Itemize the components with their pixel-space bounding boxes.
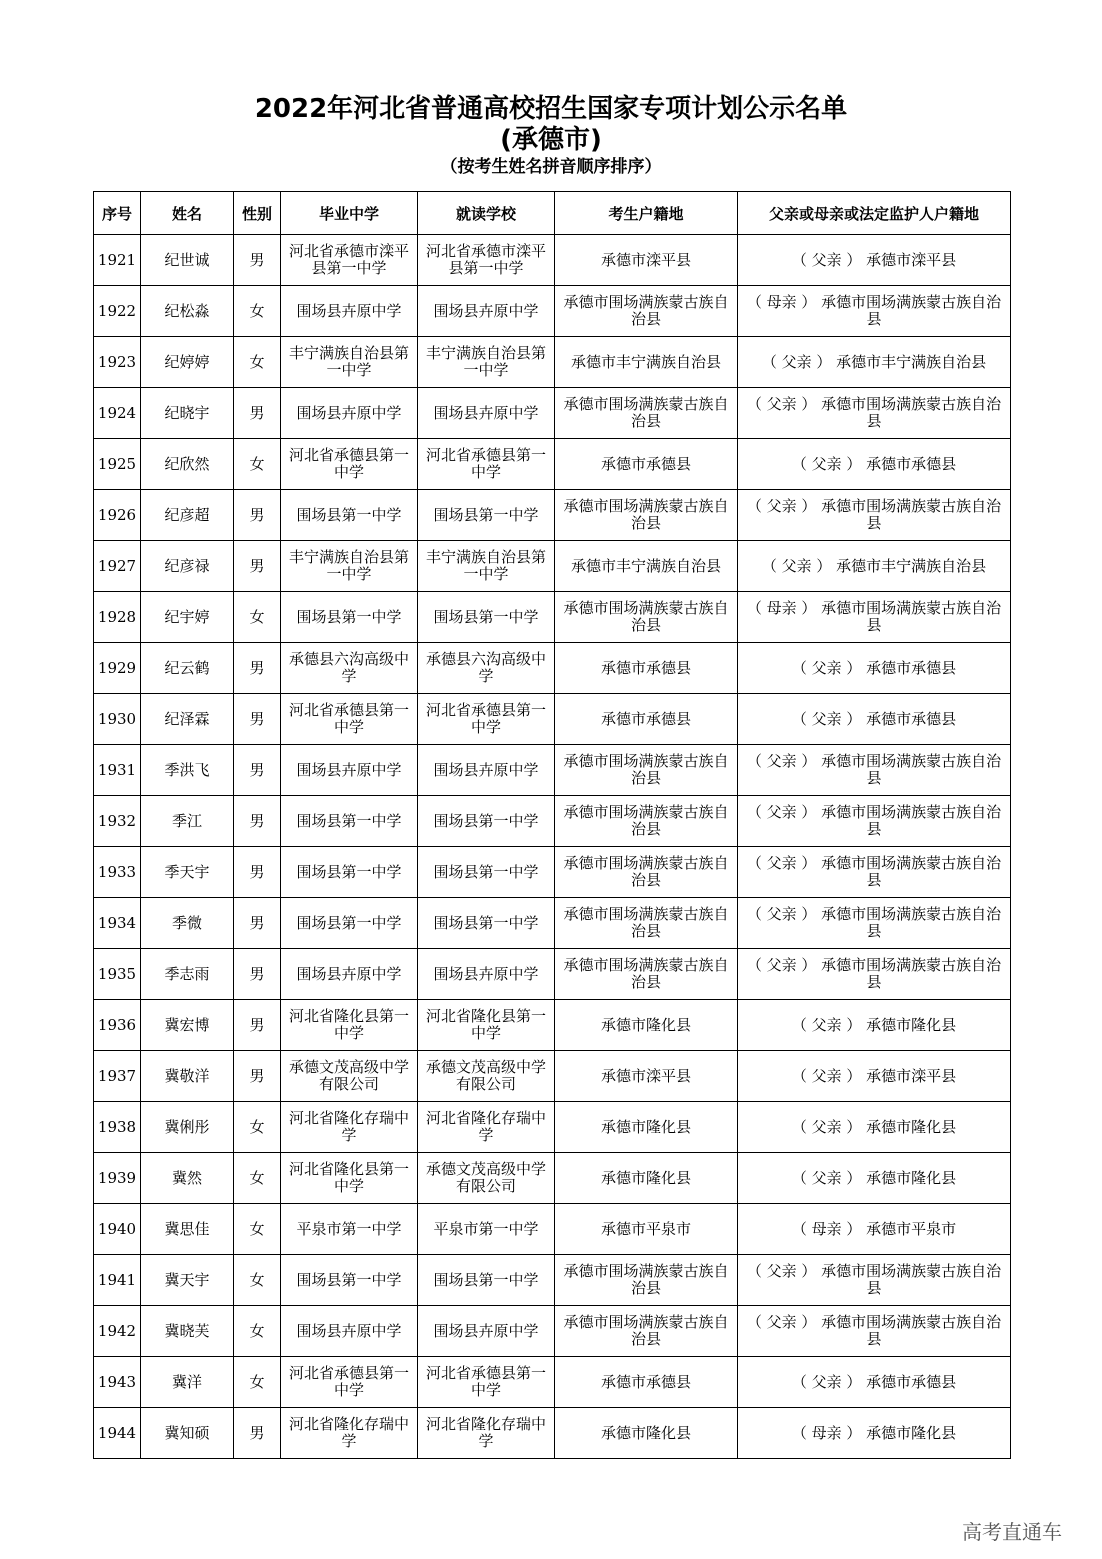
cell-student-hukou: 承德市围场满族蒙古族自治县 [555,1255,738,1306]
cell-student-hukou: 承德市承德县 [555,643,738,694]
cell-graduation-school: 围场县第一中学 [281,490,418,541]
cell-name: 季微 [141,898,234,949]
table-row [94,643,1011,694]
cell-current-school: 围场县第一中学 [418,847,555,898]
cell-name: 纪松淼 [141,286,234,337]
table-row [94,949,1011,1000]
cell-no: 1934 [94,898,141,949]
cell-parent-hukou: （ 父亲 ） 承德市围场满族蒙古族自治县 [738,796,1011,847]
cell-parent-hukou: （ 父亲 ） 承德市承德县 [738,1357,1011,1408]
cell-no: 1931 [94,745,141,796]
table-row [94,1204,1011,1255]
cell-current-school: 河北省隆化存瑞中学 [418,1102,555,1153]
cell-name: 纪世诚 [141,235,234,286]
cell-name: 冀然 [141,1153,234,1204]
header-no: 序号 [94,192,141,235]
cell-name: 季江 [141,796,234,847]
cell-student-hukou: 承德市丰宁满族自治县 [555,337,738,388]
header-student-hukou: 考生户籍地 [555,192,738,235]
table-row [94,1408,1011,1459]
cell-name: 冀天宇 [141,1255,234,1306]
cell-current-school: 围场县卉原中学 [418,1306,555,1357]
page-title: 2022年河北省普通高校招生国家专项计划公示名单 [254,94,848,124]
cell-graduation-school: 围场县卉原中学 [281,286,418,337]
cell-parent-hukou: （ 父亲 ） 承德市围场满族蒙古族自治县 [738,388,1011,439]
cell-graduation-school: 围场县卉原中学 [281,388,418,439]
cell-parent-hukou: （ 父亲 ） 承德市隆化县 [738,1000,1011,1051]
cell-current-school: 河北省承德县第一中学 [418,439,555,490]
cell-name: 冀知硕 [141,1408,234,1459]
page-subtitle: (承德市) [500,125,602,155]
cell-current-school: 河北省承德县第一中学 [418,694,555,745]
cell-parent-hukou: （ 父亲 ） 承德市承德县 [738,694,1011,745]
cell-gender: 女 [234,1357,281,1408]
cell-graduation-school: 河北省隆化存瑞中学 [281,1102,418,1153]
cell-current-school: 丰宁满族自治县第一中学 [418,541,555,592]
cell-name: 纪泽霖 [141,694,234,745]
cell-parent-hukou: （ 父亲 ） 承德市滦平县 [738,235,1011,286]
cell-student-hukou: 承德市滦平县 [555,235,738,286]
table-row [94,1153,1011,1204]
cell-student-hukou: 承德市承德县 [555,694,738,745]
table-row [94,847,1011,898]
header-current-school: 就读学校 [418,192,555,235]
cell-gender: 女 [234,1255,281,1306]
cell-current-school: 围场县第一中学 [418,1255,555,1306]
cell-no: 1929 [94,643,141,694]
cell-gender: 男 [234,1051,281,1102]
cell-no: 1938 [94,1102,141,1153]
cell-gender: 女 [234,1204,281,1255]
cell-gender: 女 [234,1102,281,1153]
cell-parent-hukou: （ 父亲 ） 承德市围场满族蒙古族自治县 [738,1306,1011,1357]
cell-parent-hukou: （ 父亲 ） 承德市隆化县 [738,1153,1011,1204]
cell-graduation-school: 河北省隆化县第一中学 [281,1153,418,1204]
table-row [94,1000,1011,1051]
cell-name: 纪欣然 [141,439,234,490]
cell-graduation-school: 围场县第一中学 [281,592,418,643]
cell-graduation-school: 围场县第一中学 [281,847,418,898]
cell-gender: 女 [234,337,281,388]
cell-student-hukou: 承德市围场满族蒙古族自治县 [555,745,738,796]
cell-student-hukou: 承德市围场满族蒙古族自治县 [555,592,738,643]
cell-graduation-school: 围场县第一中学 [281,898,418,949]
cell-no: 1933 [94,847,141,898]
cell-name: 季洪飞 [141,745,234,796]
cell-gender: 男 [234,847,281,898]
cell-graduation-school: 河北省承德县第一中学 [281,694,418,745]
cell-parent-hukou: （ 父亲 ） 承德市围场满族蒙古族自治县 [738,490,1011,541]
cell-name: 季志雨 [141,949,234,1000]
cell-gender: 男 [234,898,281,949]
cell-name: 冀晓芙 [141,1306,234,1357]
cell-parent-hukou: （ 父亲 ） 承德市丰宁满族自治县 [738,541,1011,592]
header-graduation-school: 毕业中学 [281,192,418,235]
cell-current-school: 丰宁满族自治县第一中学 [418,337,555,388]
cell-no: 1940 [94,1204,141,1255]
cell-gender: 男 [234,643,281,694]
cell-no: 1943 [94,1357,141,1408]
cell-current-school: 围场县卉原中学 [418,949,555,1000]
cell-current-school: 围场县第一中学 [418,592,555,643]
cell-graduation-school: 围场县卉原中学 [281,1306,418,1357]
cell-student-hukou: 承德市围场满族蒙古族自治县 [555,796,738,847]
cell-name: 冀敬洋 [141,1051,234,1102]
cell-student-hukou: 承德市隆化县 [555,1102,738,1153]
cell-student-hukou: 承德市承德县 [555,1357,738,1408]
cell-current-school: 河北省隆化存瑞中学 [418,1408,555,1459]
table-row [94,388,1011,439]
cell-student-hukou: 承德市围场满族蒙古族自治县 [555,847,738,898]
cell-gender: 男 [234,388,281,439]
table-row [94,898,1011,949]
cell-parent-hukou: （ 母亲 ） 承德市隆化县 [738,1408,1011,1459]
cell-gender: 男 [234,1000,281,1051]
cell-current-school: 围场县第一中学 [418,796,555,847]
cell-gender: 女 [234,1153,281,1204]
table-row [94,490,1011,541]
cell-current-school: 承德文茂高级中学有限公司 [418,1051,555,1102]
cell-graduation-school: 河北省承德县第一中学 [281,439,418,490]
table-row [94,1102,1011,1153]
header-gender: 性别 [234,192,281,235]
cell-gender: 男 [234,1408,281,1459]
cell-gender: 男 [234,745,281,796]
cell-gender: 男 [234,235,281,286]
cell-current-school: 围场县第一中学 [418,898,555,949]
cell-student-hukou: 承德市隆化县 [555,1153,738,1204]
cell-gender: 女 [234,286,281,337]
cell-name: 纪彦禄 [141,541,234,592]
cell-gender: 男 [234,949,281,1000]
table-row [94,1306,1011,1357]
cell-graduation-school: 围场县卉原中学 [281,745,418,796]
cell-parent-hukou: （ 父亲 ） 承德市承德县 [738,439,1011,490]
table-row [94,235,1011,286]
cell-parent-hukou: （ 父亲 ） 承德市承德县 [738,643,1011,694]
cell-student-hukou: 承德市丰宁满族自治县 [555,541,738,592]
cell-graduation-school: 河北省隆化存瑞中学 [281,1408,418,1459]
cell-graduation-school: 承德县六沟高级中学 [281,643,418,694]
cell-name: 纪晓宇 [141,388,234,439]
sort-note: （按考生姓名拼音顺序排序） [440,157,662,177]
cell-no: 1942 [94,1306,141,1357]
cell-student-hukou: 承德市围场满族蒙古族自治县 [555,1306,738,1357]
cell-gender: 女 [234,439,281,490]
cell-student-hukou: 承德市承德县 [555,439,738,490]
cell-student-hukou: 承德市平泉市 [555,1204,738,1255]
cell-gender: 男 [234,796,281,847]
cell-graduation-school: 围场县卉原中学 [281,949,418,1000]
cell-no: 1939 [94,1153,141,1204]
cell-parent-hukou: （ 父亲 ） 承德市围场满族蒙古族自治县 [738,898,1011,949]
cell-no: 1925 [94,439,141,490]
cell-student-hukou: 承德市滦平县 [555,1051,738,1102]
cell-student-hukou: 承德市隆化县 [555,1408,738,1459]
table-row [94,745,1011,796]
cell-no: 1926 [94,490,141,541]
cell-current-school: 承德文茂高级中学有限公司 [418,1153,555,1204]
cell-parent-hukou: （ 父亲 ） 承德市围场满族蒙古族自治县 [738,949,1011,1000]
cell-parent-hukou: （ 母亲 ） 承德市平泉市 [738,1204,1011,1255]
cell-graduation-school: 丰宁满族自治县第一中学 [281,337,418,388]
cell-graduation-school: 平泉市第一中学 [281,1204,418,1255]
table-header-row [94,192,1011,235]
table-row [94,1357,1011,1408]
cell-current-school: 河北省承德县第一中学 [418,1357,555,1408]
cell-no: 1944 [94,1408,141,1459]
cell-name: 冀思佳 [141,1204,234,1255]
cell-no: 1937 [94,1051,141,1102]
table-row [94,541,1011,592]
cell-gender: 女 [234,592,281,643]
cell-no: 1921 [94,235,141,286]
cell-parent-hukou: （ 父亲 ） 承德市隆化县 [738,1102,1011,1153]
table-row [94,337,1011,388]
cell-graduation-school: 河北省承德市滦平县第一中学 [281,235,418,286]
cell-name: 纪彦超 [141,490,234,541]
cell-no: 1941 [94,1255,141,1306]
watermark: 高考直通车 [962,1520,1062,1544]
cell-student-hukou: 承德市围场满族蒙古族自治县 [555,286,738,337]
table-row [94,286,1011,337]
cell-current-school: 河北省承德市滦平县第一中学 [418,235,555,286]
cell-name: 纪婷婷 [141,337,234,388]
cell-no: 1927 [94,541,141,592]
cell-no: 1936 [94,1000,141,1051]
cell-parent-hukou: （ 父亲 ） 承德市丰宁满族自治县 [738,337,1011,388]
admission-list-table [93,191,1011,1459]
cell-no: 1924 [94,388,141,439]
header-parent-hukou: 父亲或母亲或法定监护人户籍地 [738,192,1011,235]
table-row [94,694,1011,745]
cell-name: 纪宇婷 [141,592,234,643]
cell-no: 1930 [94,694,141,745]
cell-no: 1922 [94,286,141,337]
cell-no: 1923 [94,337,141,388]
table-row [94,439,1011,490]
cell-current-school: 围场县卉原中学 [418,745,555,796]
cell-graduation-school: 丰宁满族自治县第一中学 [281,541,418,592]
cell-student-hukou: 承德市围场满族蒙古族自治县 [555,949,738,1000]
cell-parent-hukou: （ 父亲 ） 承德市围场满族蒙古族自治县 [738,745,1011,796]
cell-gender: 男 [234,490,281,541]
cell-gender: 女 [234,1306,281,1357]
cell-graduation-school: 河北省承德县第一中学 [281,1357,418,1408]
cell-no: 1935 [94,949,141,1000]
header-name: 姓名 [141,192,234,235]
cell-current-school: 围场县卉原中学 [418,286,555,337]
cell-name: 冀俐彤 [141,1102,234,1153]
cell-current-school: 围场县第一中学 [418,490,555,541]
cell-current-school: 平泉市第一中学 [418,1204,555,1255]
cell-name: 冀宏博 [141,1000,234,1051]
cell-graduation-school: 承德文茂高级中学有限公司 [281,1051,418,1102]
cell-parent-hukou: （ 父亲 ） 承德市围场满族蒙古族自治县 [738,1255,1011,1306]
cell-graduation-school: 河北省隆化县第一中学 [281,1000,418,1051]
cell-parent-hukou: （ 父亲 ） 承德市围场满族蒙古族自治县 [738,847,1011,898]
cell-name: 纪云鹤 [141,643,234,694]
table-row [94,1051,1011,1102]
cell-name: 季天宇 [141,847,234,898]
cell-current-school: 承德县六沟高级中学 [418,643,555,694]
cell-student-hukou: 承德市围场满族蒙古族自治县 [555,388,738,439]
cell-student-hukou: 承德市围场满族蒙古族自治县 [555,898,738,949]
cell-graduation-school: 围场县第一中学 [281,1255,418,1306]
table-row [94,796,1011,847]
cell-name: 冀洋 [141,1357,234,1408]
cell-current-school: 围场县卉原中学 [418,388,555,439]
cell-student-hukou: 承德市隆化县 [555,1000,738,1051]
cell-gender: 男 [234,541,281,592]
cell-gender: 男 [234,694,281,745]
cell-no: 1928 [94,592,141,643]
cell-current-school: 河北省隆化县第一中学 [418,1000,555,1051]
cell-parent-hukou: （ 父亲 ） 承德市滦平县 [738,1051,1011,1102]
cell-graduation-school: 围场县第一中学 [281,796,418,847]
cell-student-hukou: 承德市围场满族蒙古族自治县 [555,490,738,541]
table-row [94,592,1011,643]
table-row [94,1255,1011,1306]
cell-parent-hukou: （ 母亲 ） 承德市围场满族蒙古族自治县 [738,286,1011,337]
cell-no: 1932 [94,796,141,847]
cell-parent-hukou: （ 母亲 ） 承德市围场满族蒙古族自治县 [738,592,1011,643]
